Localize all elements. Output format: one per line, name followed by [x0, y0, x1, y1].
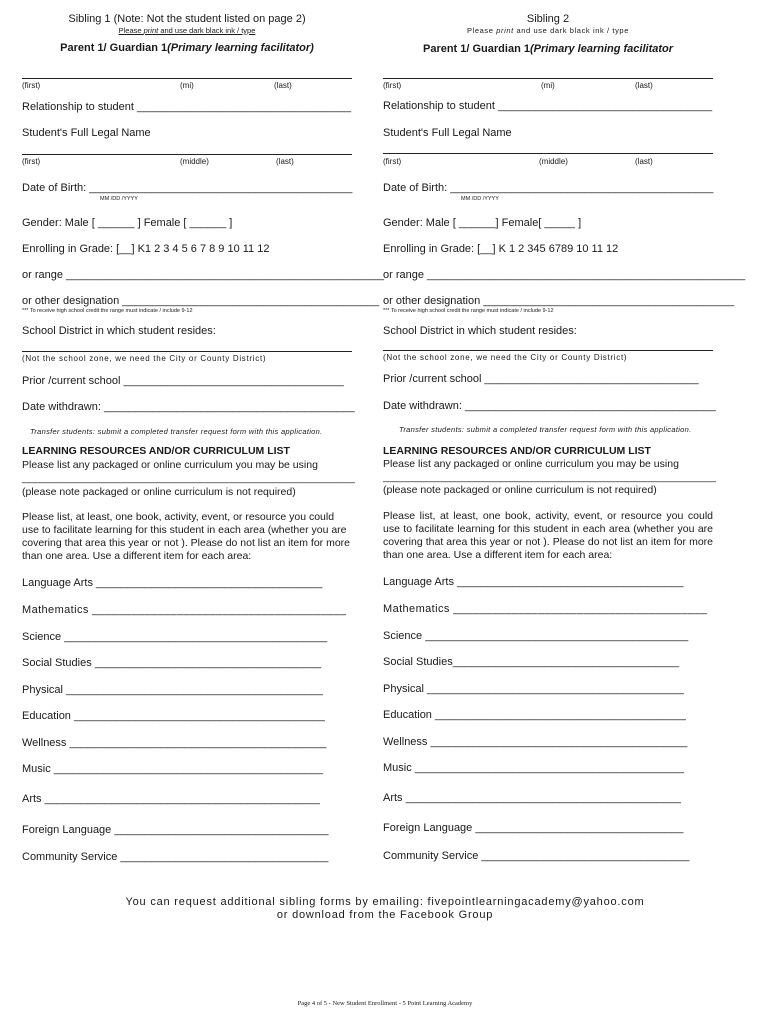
subject-social-studies[interactable]: Social Studies_____________________________________ — [383, 656, 680, 668]
subject-science[interactable]: Science ___________________________________________ — [22, 631, 328, 643]
lr-heading: LEARNING RESOURCES AND/OR CURRICULUM LIST — [22, 445, 290, 457]
subject-mathematics[interactable]: Mathematics _______________________________________ — [22, 604, 347, 616]
prior-school-field[interactable]: Prior /current school ___________________________________ — [383, 373, 699, 385]
subject-arts[interactable]: Arts _____________________________________________ — [383, 792, 681, 804]
dob-format: MM /DD /YYYY — [461, 196, 499, 202]
subject-music[interactable]: Music ____________________________________________ — [22, 763, 323, 775]
name-line[interactable] — [22, 78, 352, 79]
last-label: (last) — [274, 81, 292, 90]
first-label: (first) — [383, 157, 402, 166]
subject-foreign-language[interactable]: Foreign Language __________________________________ — [383, 822, 684, 834]
withdrawn-field[interactable]: Date withdrawn: _________________________________________ — [383, 400, 716, 412]
zone-note: (Not the school zone, we need the City or County District) — [22, 354, 267, 363]
lr-instruction: Please list any packaged or online curriculum you may be using — [383, 458, 679, 470]
mi-label: (mi) — [541, 81, 555, 90]
district-label: School District in which student resides: — [22, 325, 216, 337]
sibling-2-title: Sibling 2 — [526, 13, 570, 25]
name-line[interactable] — [383, 78, 713, 79]
district-line[interactable] — [383, 350, 713, 351]
transfer-note: Transfer students: submit a completed transfer request form with this application. — [399, 425, 692, 434]
first-label: (first) — [22, 157, 41, 166]
subject-music[interactable]: Music ____________________________________________ — [383, 762, 684, 774]
legal-name-label: Student's Full Legal Name — [22, 127, 151, 139]
first-label: (first) — [383, 81, 402, 90]
district-line[interactable] — [22, 351, 352, 352]
designation-field[interactable]: or other designation _________________________________________ — [383, 295, 735, 307]
first-label: (first) — [22, 81, 41, 90]
request-line: You can request additional sibling forms by emailing: fivepointlearningacademy@yahoo.com — [125, 896, 645, 908]
middle-label: (middle) — [180, 157, 209, 166]
lr-note: (please note packaged or online curriculum is not required) — [22, 486, 296, 498]
guardian-heading: Parent 1/ Guardian 1(Primary learning facilitator — [422, 43, 674, 55]
district-label: School District in which student resides: — [383, 325, 577, 337]
subject-social-studies[interactable]: Social Studies _____________________________________ — [22, 657, 322, 669]
middle-label: (middle) — [539, 157, 568, 166]
gender-field[interactable]: Gender: Male [ ______ ] Female [ ______ ] — [22, 217, 233, 229]
subject-science[interactable]: Science ___________________________________________ — [383, 630, 689, 642]
mi-label: (mi) — [180, 81, 194, 90]
print-instruction: Please print and use dark black ink / type — [118, 26, 256, 35]
curriculum-field[interactable]: _________________________________________________________ — [383, 471, 716, 483]
gender-field[interactable]: Gender: Male [ ______] Female[ _____ ] — [383, 217, 582, 229]
dob-field[interactable]: Date of Birth: ___________________________________________ — [383, 182, 714, 194]
hs-credit-note: *** To receive high school credit the range must indicate / include 9-12 — [383, 308, 554, 314]
transfer-note: Transfer students: submit a completed transfer request form with this application. — [30, 427, 323, 436]
relationship-field[interactable]: Relationship to student ___________________________________ — [22, 101, 352, 113]
last-label: (last) — [276, 157, 294, 166]
subject-education[interactable]: Education _________________________________________ — [22, 710, 325, 722]
last-label: (last) — [635, 81, 653, 90]
subject-physical[interactable]: Physical __________________________________________ — [22, 684, 323, 696]
subject-arts[interactable]: Arts _____________________________________________ — [22, 793, 320, 805]
range-field[interactable]: or range ____________________________________________________ — [22, 269, 385, 281]
download-line: or download from the Facebook Group — [276, 909, 494, 921]
dob-field[interactable]: Date of Birth: ___________________________________________ — [22, 182, 353, 194]
grade-field[interactable]: Enrolling in Grade: [__] K 1 2 345 6789 10 11 12 — [383, 243, 619, 255]
hs-credit-note: *** To receive high school credit the range must indicate / include 9-12 — [22, 308, 193, 314]
last-label: (last) — [635, 157, 653, 166]
curriculum-field[interactable]: _________________________________________________________ — [22, 472, 355, 484]
subject-mathematics[interactable]: Mathematics _______________________________________ — [383, 603, 708, 615]
withdrawn-field[interactable]: Date withdrawn: _________________________________________ — [22, 401, 355, 413]
legal-name-label: Student's Full Legal Name — [383, 127, 512, 139]
guardian-heading: Parent 1/ Guardian 1(Primary learning facilitator) — [60, 42, 314, 54]
lr-heading: LEARNING RESOURCES AND/OR CURRICULUM LIST — [383, 445, 651, 457]
subject-language-arts[interactable]: Language Arts _____________________________________ — [22, 577, 323, 589]
dob-format: MM /DD /YYYY — [100, 196, 138, 202]
subject-community-service[interactable]: Community Service __________________________________ — [22, 851, 329, 863]
instructions-paragraph: Please list, at least, one book, activity, event, or resource you could use to facilitate learning for this student in each area (whether you are covering that area this year or not ). Please do not list an item for more than one area. Use a different item for each area: — [383, 510, 713, 561]
subject-wellness[interactable]: Wellness __________________________________________ — [22, 737, 327, 749]
zone-note: (Not the school zone, we need the City or County District) — [383, 353, 628, 362]
range-field[interactable]: or range ____________________________________________________ — [383, 269, 746, 281]
sibling-forms-request — [0, 896, 770, 922]
subject-language-arts[interactable]: Language Arts _____________________________________ — [383, 576, 684, 588]
grade-field[interactable]: Enrolling in Grade: [__] K1 2 3 4 5 6 7 8 9 10 11 12 — [22, 243, 270, 255]
page-footer: Page 4 of 5 - New Student Enrollment - 5 Point Learning Academy — [297, 1000, 473, 1007]
subject-education[interactable]: Education _________________________________________ — [383, 709, 686, 721]
subject-physical[interactable]: Physical __________________________________________ — [383, 683, 684, 695]
instructions-paragraph: Please list, at least, one book, activity, event, or resource you could use to facilitate learning for this student in each area (whether you are covering that area this year or not ). Please do not list an item for more than one area. Use a different item for each area: — [22, 511, 350, 562]
relationship-field[interactable]: Relationship to student ___________________________________ — [383, 100, 713, 112]
designation-field[interactable]: or other designation __________________________________________ — [22, 295, 380, 307]
legal-name-line[interactable] — [22, 154, 352, 155]
print-instruction: Please print and use dark black ink / type — [467, 26, 629, 35]
subject-community-service[interactable]: Community Service __________________________________ — [383, 850, 690, 862]
sibling-1-title: Sibling 1 (Note: Not the student listed on page 2) — [68, 13, 306, 25]
subject-wellness[interactable]: Wellness __________________________________________ — [383, 736, 688, 748]
legal-name-line[interactable] — [383, 153, 713, 154]
prior-school-field[interactable]: Prior /current school ____________________________________ — [22, 375, 344, 387]
lr-note: (please note packaged or online curriculum is not required) — [383, 484, 657, 496]
subject-foreign-language[interactable]: Foreign Language ___________________________________ — [22, 824, 329, 836]
lr-instruction: Please list any packaged or online curriculum you may be using — [22, 459, 318, 471]
